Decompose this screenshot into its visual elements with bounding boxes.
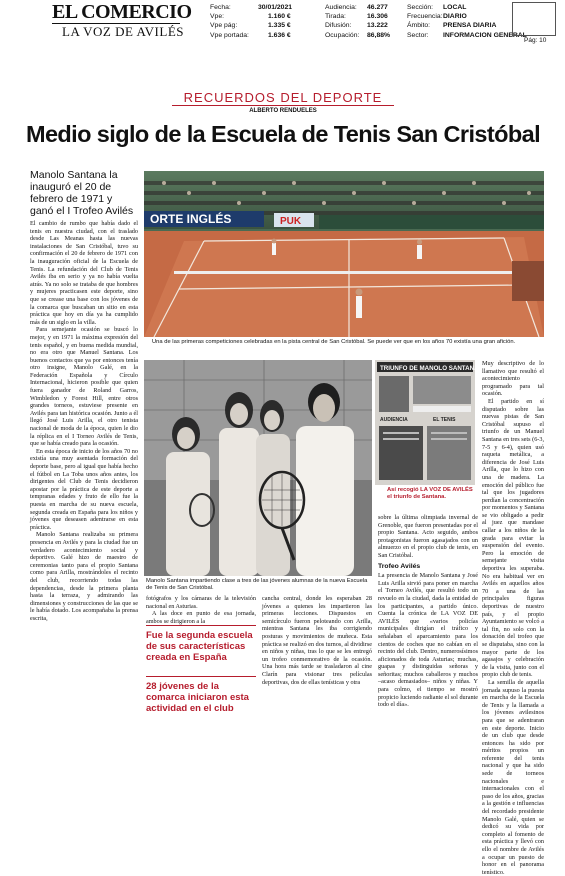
pull2-rule-top <box>146 676 256 677</box>
clip-left-text: AUDIENCIA <box>380 417 408 423</box>
subhead: Manolo Santana la inauguró el 20 de febrero de 1971 y ganó el I Trofeo Avilés <box>30 169 134 217</box>
body-column-1: El cambio de rumbo que había dado el tenis en nuestra ciudad, con el traslado desde Las Meanas hasta las nuevas instalaciones de San Cristóbal, tuvo su confirmación el 20 de febrero de 1971 con la inauguración oficial de la Escuela de Tenis. La refundación del Club de Tenis Avilés iba en serio y ya no había vuelta atrás. Ya no solo se trataba de que hombres y mujeres practicasen este deporte, sino que se crease una base con los jóvenes de la comarca que buscaban un sitio en esta práctica que hoy en día ya ha cumplido más de un siglo en la villa. Para semejante ocasión se buscó lo mejor, y en 1971 la máxima expresión del tenis español, y en buena medida mundial, no era otro que Manuel Santana. Los buenos contactos que ya por entonces tenía otro insigne, Manolo Galé, en la Federación Española y Círculo Internacional, hicieron posible que quien fuera ganador de Roland Garros, Wimbledon y Forest Hill, entre otros grandes torneos, estuviese presente en Avilés para tan histórica ocasión. Junto a él llegó José Luis Arilla, el otro tenista nacional de moda de la época, quien le dio la réplica en el I Torneo Avilés de Tenis, que se había creado para la ocasión. En esta época de inicio de los años 70 no existía una muy asentada formación del deporte base, pero al igual que había hecho el fútbol en La Toba unos años antes, los dirigentes del Club de Tenis decidieron apostar por la práctica de este deporte a tempranas edades y fruto de ello fue la puesta en marcha de su nueva escuela, segunda creada en España para los niños y jóvenes que deseasen adentrarse en esta práctica. Manolo Santana realizaba su primera presencia en Avilés y para la ciudad fue un verdadero acontecimiento social y deportivo. Galé hizo de maestro de ceremonias tanto para el propio Santana como para Arilla, mostrándoles el recinto del club, recorriendo todas las dependencias, desde la primera planta hasta la terraza, y admirando las dimensiones y construcciones de las que se le había dotado. Los acompañaba la prensa escrita, <box>30 220 138 622</box>
photo-santana-class <box>144 360 372 576</box>
section-rule <box>172 105 394 106</box>
intertitle-trofeo: Trofeo Avilés <box>378 562 421 570</box>
body-column-4: sobre la última olimpiada invernal de Grenoble, que fueron presentadas por el propio Santana. Acto seguido, ambos protagonistas fueron agasajados con un almuerzo en el propio club de tenis, en San Cristóbal. Trofeo Avilés La presencia de Manolo Santana y José Luis Arilla sirvió para poner en marcha el Torneo Avilés, que resultó todo un revuelo en la ciudad, dada la entidad de los participantes, a partido único. Cuenta la crónica de LA VOZ DE AVILÉS que «varios policías municipales dirigían el tráfico y señalaban el aparcamiento para los cientos de coches que no cabían en el recinto del club. Dentro, numerosísimos aficionados de toda Asturias; muchas, guapas y distinguidas señoras y señoritas; muchos caballeros y muchos –acaso demasiados– niños y niñas. Y para colmo, el tiempo se mostró propicio luciendo radiante el sol durante todo el día». <box>378 514 478 709</box>
banner-left-text: ORTE INGLÉS <box>150 212 232 226</box>
pull1-rule-top <box>146 625 256 626</box>
photo-newspaper-clipping <box>375 360 479 485</box>
clip-title-text: TRIUNFO DE MANOLO SANTANA <box>380 365 479 372</box>
photo3-caption: Así recogió LA VOZ DE AVILÉS el triunfo de Santana. <box>387 487 473 500</box>
masthead-edition: LA VOZ DE AVILÉS <box>62 24 184 39</box>
section-title: RECUERDOS DEL DEPORTE <box>183 90 383 105</box>
pull-quote-1: Fue la segunda escuela de sus características creada en España <box>146 630 253 663</box>
page-thumbnail-box <box>512 2 556 36</box>
photo-tennis-court <box>144 171 544 337</box>
photo1-caption: Una de las primeras competiciones celebradas en la pista central de San Cristóbal. Se puede ver que en los años 70 existía una gran afición. <box>152 339 516 345</box>
body-column-3: cancha central, donde les esperaban 28 jóvenes a quienes les impartieron las primeras lecciones. Dispuestos en semicírculo fueron peloteando con Arilla, mientras Santana les iba corrigiendo posturas y movimientos de muñeca. Esta práctica se realizó en dos turnos, al dividirse en niños y niñas, tras lo que se les entregó un trofeo conmemorativo de la ocasión. Una hora más tarde se trasladaron al cine Clarín para visionar tres películas deportivas, dos de ellas tenísticas y otra <box>262 595 372 686</box>
banner-mid-text: PUK <box>280 216 302 227</box>
meta-col2: Audiencia: 46.277 Tirada: 16.306 Difusión: 13.222 Ocupación: 86,88% <box>325 4 391 39</box>
meta-col3: Sección: LOCAL Frecuencia:DIARIO Ámbito: PRENSA DIARIA Sector: INFORMACION GENERAL <box>407 4 527 39</box>
byline: ALBERTO RENDUELES <box>249 108 317 114</box>
page-number: Pág: 10 <box>524 37 547 44</box>
body-column-5: Muy descriptivo de lo llamativo que resultó el acontecimiento programado para tal ocasión. El partido en sí disputado sobre las nuevas pistas de San Cristóbal supuso el triunfo de un Manuel Santana en tres sets (6-3, 7-5 y 6-4), quien usó raqueta metálica, a diferencia de José Luis Arilla, que lo hizo con una de madera. La emoción del público fue tal que los jugadores perdían la concentración por momentos y Santana se vio obligado a pedir al juez que mandase callar a los niños de la grada para evitar la suspensión del evento. Pero la emoción de semejante visita deportiva les superaba. No era habitual ver en Avilés en aquellos años 70 a una de las principales figuras deportivas de nuestro país, y el propio Ayuntamiento se volcó a tal fin, no solo con la donación del trofeo que se disputaba, sino con la mayor parte de los agasajos y celebración de la visita, junto con el propio club de tenis. La semilla de aquella jornada supuso la puesta en marcha de la Escuela de Tenis y la llamada a los jóvenes avilesinos para que se adentraran en este deporte. Inicio de un club que desde entonces ha sido por méritos propios un referente del tenis nacional y que ha sido sede de torneos nacionales e internacionales con el paso de los años, gracias a la gestión e influencias del recordado presidente Manolo Galé, quien se dedicó su vida por completo al fomento de esta práctica y llevó con ello el nombre de Avilés a ocupar un puesto de honor en el panorama tenístico. <box>482 360 544 876</box>
meta-col1: Fecha: 30/01/2021 Vpe: 1.160 € Vpe pág: 1.335 € Vpe portada: 1.636 € <box>210 4 293 39</box>
article <box>22 77 544 876</box>
clip-right-text: EL TENIS <box>433 417 456 423</box>
headline: Medio siglo de la Escuela de Tenis San Cristóbal <box>25 121 541 147</box>
photo2-caption: Manolo Santana impartiendo clase a tres de las jóvenes alumnas de la nueva Escuela de Tenis de San Cristóbal. <box>146 578 368 591</box>
clipping-header <box>0 0 565 46</box>
pull-quote-2: 28 jóvenes de la comarca iniciaron esta actividad en el club <box>146 681 249 714</box>
masthead-name: EL COMERCIO <box>52 1 192 23</box>
body-column-2: fotógrafos y los cámaras de la televisión nacional en Asturias. A las doce en punto de esa jornada, ambos se dirigieron a la <box>146 595 256 625</box>
